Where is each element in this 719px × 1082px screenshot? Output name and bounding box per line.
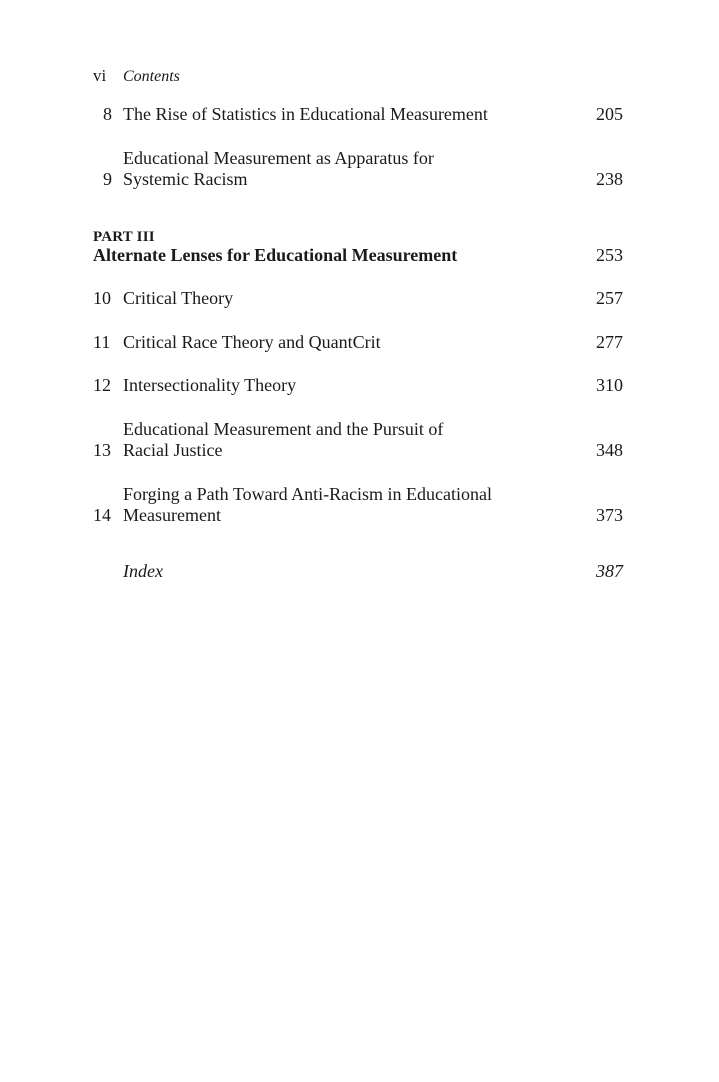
chapter-page: 238 — [596, 169, 623, 189]
chapter-number: 10 — [93, 288, 111, 308]
chapter-page: 373 — [596, 505, 623, 525]
chapter-title: The Rise of Statistics in Educational Measurement — [123, 104, 488, 124]
toc-entry-chapter-14[interactable] — [93, 484, 623, 527]
chapter-title: Forging a Path Toward Anti-Racism in Educational Measurement — [123, 483, 493, 525]
chapter-title: Educational Measurement as Apparatus for Systemic Racism — [123, 147, 434, 189]
chapter-title: Critical Theory — [123, 288, 234, 308]
chapter-number: 14 — [93, 505, 111, 525]
index-page: 387 — [596, 560, 623, 581]
chapter-title: Educational Measurement and the Pursuit of Racial Justice — [123, 418, 444, 460]
chapter-title: Critical Race Theory and QuantCrit — [123, 331, 381, 352]
chapter-number: 8 — [103, 104, 112, 124]
chapter-page: 310 — [596, 375, 623, 395]
chapter-page: 277 — [596, 331, 623, 352]
page-folio: vi — [93, 66, 107, 85]
chapter-number: 11 — [93, 331, 111, 352]
chapter-number: 9 — [103, 169, 112, 189]
toc-entry-chapter-8[interactable] — [93, 104, 623, 126]
chapter-number: 13 — [93, 440, 111, 460]
toc-entry-index[interactable] — [93, 561, 623, 583]
chapter-page: 257 — [596, 288, 623, 308]
chapter-number: 12 — [93, 375, 111, 395]
toc-entry-part-3[interactable] — [93, 245, 623, 267]
toc-entry-chapter-11[interactable] — [93, 332, 623, 354]
toc-entry-chapter-10[interactable] — [93, 288, 623, 310]
toc-entry-chapter-12[interactable] — [93, 375, 623, 397]
chapter-title: Intersectionality Theory — [123, 375, 297, 395]
index-label: Index — [123, 560, 163, 581]
chapter-page: 205 — [596, 104, 623, 124]
toc-entry-chapter-9[interactable] — [93, 148, 623, 191]
running-head — [93, 66, 180, 87]
part-title: Alternate Lenses for Educational Measurement — [93, 244, 458, 265]
part-page: 253 — [596, 244, 623, 265]
part-label: PART III — [93, 228, 155, 245]
toc-entry-chapter-13[interactable] — [93, 419, 623, 462]
chapter-page: 348 — [596, 440, 623, 460]
table-of-contents — [93, 104, 623, 582]
running-head-title: Contents — [123, 68, 180, 85]
